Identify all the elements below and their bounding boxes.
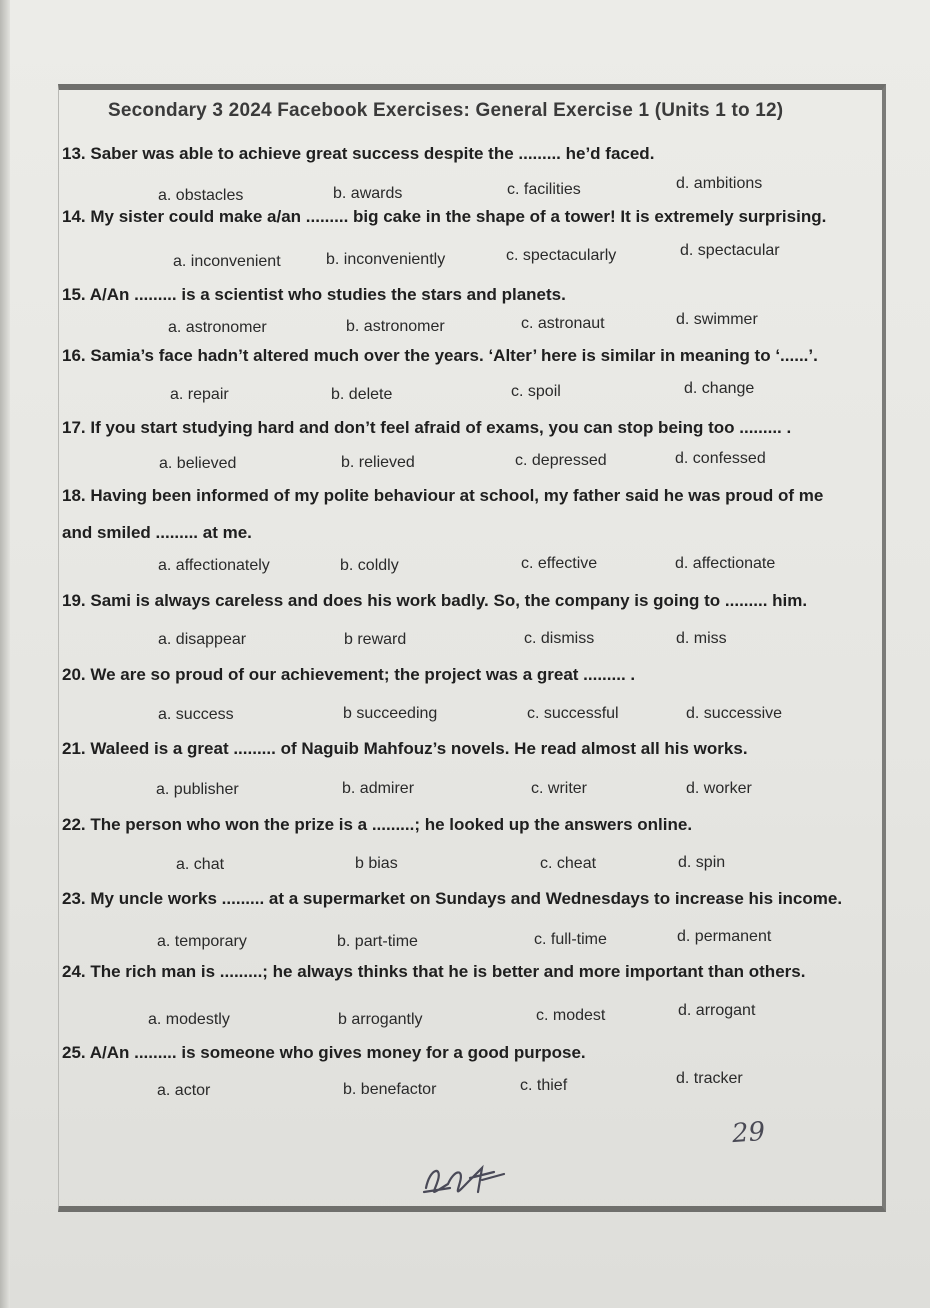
options-16	[0, 380, 930, 408]
option-a[interactable]: a. repair	[170, 386, 229, 403]
option-b[interactable]: b arrogantly	[338, 1011, 423, 1028]
question-text: 23. My uncle works ......... at a supermarket on Sundays and Wednesdays to increase his income.	[62, 889, 843, 908]
option-b[interactable]: b. relieved	[341, 454, 415, 471]
option-d[interactable]: d. permanent	[677, 928, 772, 945]
question-14	[62, 207, 852, 227]
option-c[interactable]: c. thief	[520, 1077, 568, 1094]
question-19	[62, 591, 852, 611]
options-20	[0, 706, 930, 730]
option-b[interactable]: b. astronomer	[346, 318, 445, 335]
question-text: 18. Having been informed of my polite behaviour at school, my father said he was proud of me	[62, 486, 824, 505]
option-b[interactable]: b bias	[355, 855, 398, 872]
option-b[interactable]: b reward	[344, 631, 407, 648]
option-d[interactable]: d. swimmer	[676, 311, 758, 328]
option-d[interactable]: d. change	[684, 380, 755, 397]
question-text: 19. Sami is always careless and does his work badly. So, the company is going to ......... him.	[62, 591, 808, 610]
question-23	[62, 889, 852, 909]
question-text: 15. A/An ......... is a scientist who studies the stars and planets.	[62, 285, 566, 304]
question-text: 22. The person who won the prize is a .........; he looked up the answers online.	[62, 815, 693, 834]
option-d[interactable]: d. arrogant	[678, 1002, 756, 1019]
option-c[interactable]: c. depressed	[515, 452, 607, 469]
options-17	[0, 450, 930, 477]
question-13	[62, 144, 852, 164]
option-b[interactable]: b. delete	[331, 386, 393, 403]
question-text: 25. A/An ......... is someone who gives money for a good purpose.	[62, 1043, 586, 1062]
option-a[interactable]: a. obstacles	[158, 187, 244, 204]
options-22	[0, 855, 930, 879]
option-b[interactable]: b succeeding	[343, 705, 438, 722]
option-c[interactable]: c. spectacularly	[506, 247, 617, 264]
option-d[interactable]: d. worker	[686, 780, 752, 797]
option-b[interactable]: b. awards	[333, 185, 403, 202]
option-d[interactable]: d. ambitions	[676, 175, 763, 192]
question-text: 16. Samia’s face hadn’t altered much over the years. ‘Alter’ here is similar in meaning to ‘......’.	[62, 346, 818, 365]
question-22	[62, 815, 852, 835]
option-d[interactable]: d. confessed	[675, 450, 766, 467]
options-21	[0, 780, 930, 804]
option-c[interactable]: c. cheat	[540, 855, 597, 872]
option-c[interactable]: c. dismiss	[524, 630, 595, 647]
page-title: Secondary 3 2024 Facebook Exercises: General Exercise 1 (Units 1 to 12)	[108, 100, 784, 121]
question-text: 21. Waleed is a great ......... of Naguib Mahfouz’s novels. He read almost all his works.	[62, 739, 748, 758]
option-c[interactable]: c. astronaut	[521, 315, 605, 332]
question-15	[62, 285, 852, 305]
question-text: 13. Saber was able to achieve great success despite the ......... he’d faced.	[62, 144, 655, 163]
handwritten-score: 29	[730, 1116, 767, 1150]
question-text: 14. My sister could make a/an ......... big cake in the shape of a tower! It is extremely surprising.	[62, 207, 827, 226]
option-a[interactable]: a. modestly	[148, 1011, 230, 1028]
option-a[interactable]: a. astronomer	[168, 319, 267, 336]
question-text: 17. If you start studying hard and don’t feel afraid of exams, you can stop being too ......... .	[62, 418, 792, 437]
options-15	[0, 311, 930, 342]
question-17	[62, 418, 852, 438]
option-d[interactable]: d. affectionate	[675, 555, 776, 572]
option-a[interactable]: a. believed	[159, 455, 237, 472]
options-14	[0, 242, 930, 274]
option-a[interactable]: a. success	[158, 706, 234, 723]
option-a[interactable]: a. actor	[157, 1082, 211, 1099]
option-c[interactable]: c. full-time	[534, 931, 607, 948]
option-a[interactable]: a. disappear	[158, 631, 247, 648]
question-text: 20. We are so proud of our achievement; the project was a great ......... .	[62, 665, 636, 684]
option-d[interactable]: d. miss	[676, 630, 727, 647]
option-c[interactable]: c. effective	[521, 555, 598, 572]
option-a[interactable]: a. inconvenient	[173, 253, 281, 270]
option-b[interactable]: b. part-time	[337, 933, 418, 950]
option-c[interactable]: c. modest	[536, 1007, 606, 1024]
option-c[interactable]: c. writer	[531, 780, 587, 797]
question-20	[62, 665, 852, 685]
question-18	[62, 486, 852, 543]
question-text: 24. The rich man is .........; he always thinks that he is better and more important than others.	[62, 962, 806, 981]
option-d[interactable]: d. successive	[686, 705, 783, 722]
option-b[interactable]: b. benefactor	[343, 1081, 437, 1098]
option-c[interactable]: c. successful	[527, 705, 619, 722]
option-b[interactable]: b. inconveniently	[326, 251, 446, 268]
options-25	[0, 1070, 930, 1102]
option-a[interactable]: a. publisher	[156, 781, 239, 798]
options-18	[0, 556, 930, 580]
option-b[interactable]: b. admirer	[342, 780, 415, 797]
options-23	[0, 928, 930, 955]
option-b[interactable]: b. coldly	[340, 557, 399, 574]
handwritten-scribble-icon	[420, 1158, 510, 1198]
option-a[interactable]: a. temporary	[157, 933, 247, 950]
options-19	[0, 631, 930, 655]
option-d[interactable]: d. spin	[678, 854, 726, 871]
option-d[interactable]: d. tracker	[676, 1070, 743, 1087]
option-a[interactable]: a. affectionately	[158, 557, 270, 574]
options-13	[0, 175, 930, 207]
options-24	[0, 1002, 930, 1032]
question-21	[62, 739, 852, 759]
option-d[interactable]: d. spectacular	[680, 242, 780, 259]
option-a[interactable]: a. chat	[176, 856, 225, 873]
question-25	[62, 1043, 852, 1063]
question-text-continued: and smiled ......... at me.	[62, 523, 252, 542]
option-c[interactable]: c. facilities	[507, 181, 581, 198]
question-16	[62, 346, 852, 366]
question-24	[62, 962, 852, 982]
option-c[interactable]: c. spoil	[511, 383, 561, 400]
